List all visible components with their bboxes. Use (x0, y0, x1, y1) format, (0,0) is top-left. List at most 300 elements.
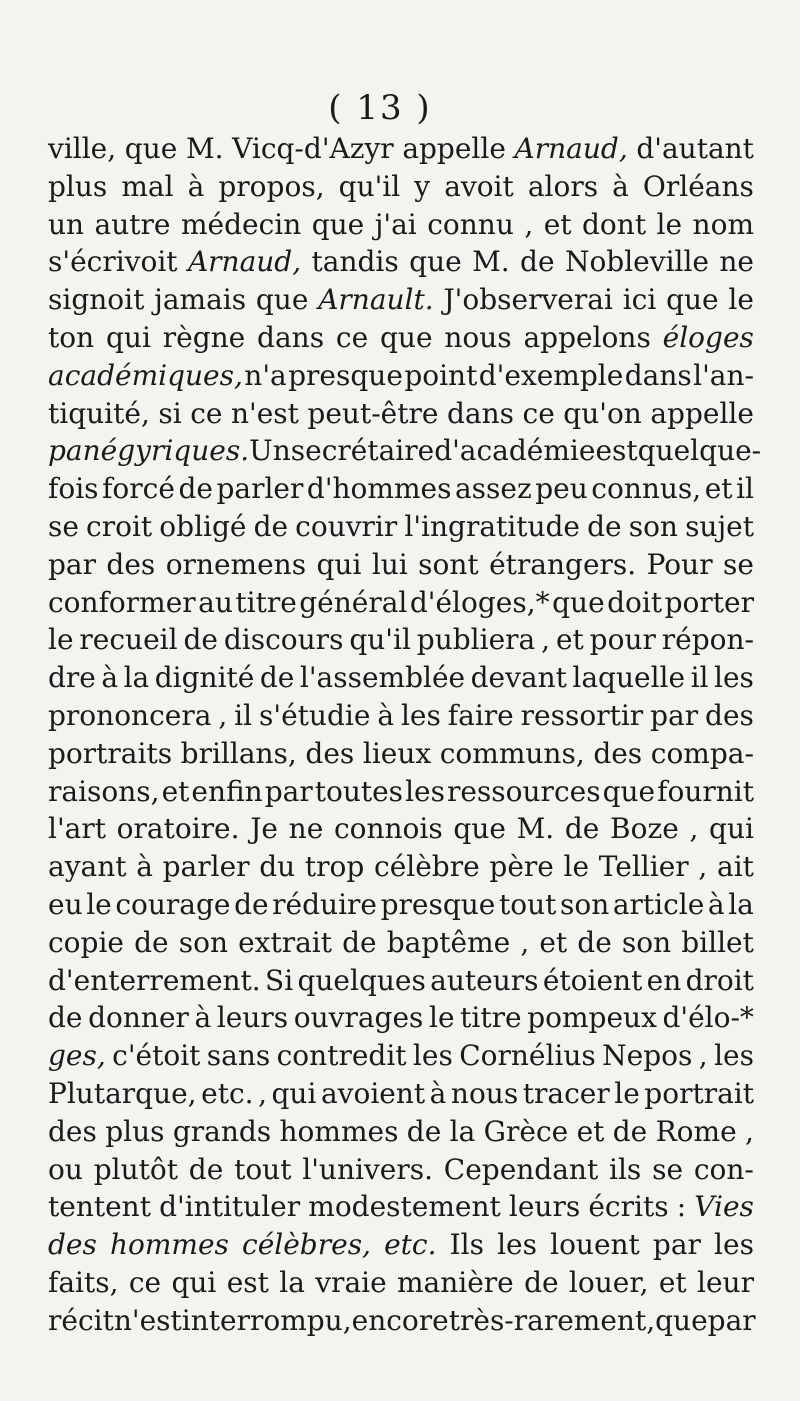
word: toutes (314, 774, 404, 808)
word: d'éloges,* (409, 585, 550, 619)
word: à (429, 1076, 447, 1110)
text-line (48, 395, 754, 433)
word: ornemens (165, 547, 307, 581)
word: Cependant (443, 1152, 599, 1186)
word: assez (454, 472, 532, 506)
word: l'assemblée (299, 661, 466, 695)
word: peut-être (307, 396, 439, 430)
word: les (412, 1039, 453, 1073)
word: ce (522, 396, 555, 430)
word: oratoire. (116, 812, 240, 846)
word: l'ingratitude (404, 509, 581, 543)
word: un (48, 207, 85, 241)
word: Ils (449, 1228, 484, 1262)
text-line (48, 1188, 754, 1226)
word: de (134, 925, 169, 959)
word: quelques (297, 963, 426, 997)
word: à (707, 887, 725, 921)
text-line (48, 319, 754, 357)
word: il (736, 472, 754, 506)
word: doit (607, 585, 663, 619)
word: les (405, 774, 445, 808)
word: la (728, 887, 754, 921)
word: est (226, 1265, 269, 1299)
word: à (377, 698, 395, 732)
word: dans (446, 396, 514, 430)
word: dre (48, 661, 96, 695)
word: dignité (154, 661, 255, 695)
word: répon- (661, 623, 754, 657)
word: nous (450, 1076, 519, 1110)
word: ici (622, 283, 657, 317)
word: et (658, 1265, 687, 1299)
word: fournit (657, 774, 754, 808)
text-line (48, 924, 754, 962)
word: les (497, 1228, 537, 1262)
word: règne (162, 320, 246, 354)
word: à (101, 661, 119, 695)
word: billet (681, 925, 754, 959)
word: se (652, 1152, 684, 1186)
word: plus (48, 169, 108, 203)
text-line (48, 810, 754, 848)
word: et (161, 774, 190, 808)
word: s'écrivoit (48, 245, 178, 279)
word: la (123, 661, 150, 695)
text-line (48, 962, 754, 1000)
word: des (305, 736, 355, 770)
word: en (646, 963, 682, 997)
word: le (86, 887, 112, 921)
word: , (698, 1039, 708, 1073)
word: fois (48, 472, 99, 506)
word: , (689, 812, 699, 846)
word: de (587, 509, 622, 543)
word: et (539, 925, 568, 959)
word: et (543, 207, 572, 241)
word: qu'on (563, 396, 642, 430)
word: c'étoit (112, 1039, 201, 1073)
word: qui (105, 320, 151, 354)
word: dans (257, 320, 325, 354)
word: etc. (201, 1076, 254, 1110)
word: leur (697, 1265, 754, 1299)
word: les (714, 1039, 754, 1073)
word: à (194, 1001, 212, 1035)
word: d'autant (636, 132, 754, 165)
word: l'an- (693, 358, 754, 392)
word: avoit (444, 169, 514, 203)
word: y (414, 169, 431, 203)
word: que (666, 283, 719, 317)
page-text (48, 130, 762, 1340)
word: son (559, 887, 610, 921)
word: très-rarement, (448, 1303, 656, 1337)
word: qui (171, 1265, 217, 1299)
word: presque (380, 887, 496, 921)
text-line (48, 281, 754, 319)
word: portrait (644, 1076, 754, 1110)
word: que (409, 245, 462, 279)
word: des (705, 698, 754, 732)
word: à (612, 169, 629, 203)
word: plutôt (93, 1152, 178, 1186)
word: , (541, 623, 551, 657)
word: Un (249, 434, 291, 468)
word: obligé (159, 509, 247, 543)
word: pour (589, 623, 656, 657)
word: parler (162, 850, 250, 884)
word: Arnault. (318, 283, 434, 317)
word: interrompu, (181, 1303, 352, 1337)
word: père (489, 850, 554, 884)
text-line (48, 773, 754, 811)
word: ce (190, 396, 223, 430)
word: connu (427, 207, 514, 241)
word: que (124, 132, 178, 165)
word: hommes (109, 1228, 229, 1262)
word: académiques, (48, 358, 243, 392)
word: Arnaud, (187, 245, 302, 279)
word: propos, (218, 169, 325, 203)
word: laquelle (572, 661, 686, 695)
word: par (264, 774, 313, 808)
text-line (48, 130, 754, 168)
word: autre (94, 207, 171, 241)
word: n'a (244, 358, 287, 392)
word: pompeux (527, 1001, 657, 1035)
word: sont (418, 547, 479, 581)
word: prononcera (48, 698, 212, 732)
word: louer, (568, 1265, 649, 1299)
word: le (656, 207, 683, 241)
word: et (555, 623, 584, 657)
word: plus (105, 1114, 165, 1148)
word: devant (470, 661, 567, 695)
word: d'élo-* (662, 1001, 754, 1035)
word: que (255, 283, 309, 317)
word: nous (444, 320, 512, 354)
word: récit (48, 1303, 114, 1337)
word: extrait (238, 925, 332, 959)
word: Boze (610, 812, 679, 846)
word: tout (498, 887, 557, 921)
word: général (299, 585, 408, 619)
word: qui (709, 812, 754, 846)
text-line (48, 848, 754, 886)
word: enfin (191, 774, 263, 808)
word: ouvrages (293, 1001, 424, 1035)
word: Nepos (602, 1039, 693, 1073)
word: grands (172, 1114, 272, 1148)
word: ressortir (520, 698, 644, 732)
word: Orléans (642, 169, 754, 203)
word: connus, (591, 472, 702, 506)
word: n'est (113, 1303, 182, 1337)
word: contredit (276, 1039, 407, 1073)
text-line (48, 1113, 754, 1151)
word: encore (351, 1303, 449, 1337)
text-line (48, 470, 754, 508)
word: dans (624, 358, 692, 392)
word: par (650, 698, 699, 732)
word: Pour (646, 547, 713, 581)
word: que (453, 812, 506, 846)
word: , (698, 850, 708, 884)
text-line (48, 584, 754, 622)
word: lui (371, 547, 408, 581)
word: titre (235, 585, 297, 619)
word: des (106, 547, 156, 581)
word: : (676, 1190, 687, 1224)
word: au (198, 585, 233, 619)
word: son (628, 509, 678, 543)
text-line (48, 1151, 754, 1189)
word: compa- (650, 736, 754, 770)
word: éloges (662, 320, 754, 354)
word: copie (48, 925, 124, 959)
word: faire (447, 698, 514, 732)
word: n'est (230, 396, 299, 430)
word: trop (304, 850, 365, 884)
word: de (342, 925, 377, 959)
word: de (577, 925, 612, 959)
word: le (614, 1076, 640, 1110)
word: se (722, 547, 754, 581)
text-line (48, 546, 754, 584)
text-line (48, 735, 754, 773)
word: s'étudie (259, 698, 371, 732)
word: louent (550, 1228, 640, 1262)
word: de (183, 623, 218, 657)
word: les (400, 698, 441, 732)
word: dont (582, 207, 647, 241)
word: ville, (48, 132, 117, 165)
word: hommes (279, 1114, 399, 1148)
word: les (713, 661, 754, 695)
word: si (158, 396, 182, 430)
word: des (593, 736, 643, 770)
word: ges, (48, 1039, 106, 1073)
word: le (429, 1001, 455, 1035)
word: est (595, 434, 638, 468)
word: Plutarque, (48, 1076, 197, 1110)
word: étoient (542, 963, 643, 997)
word: auteurs (430, 963, 539, 997)
text-line (48, 659, 754, 697)
word: des (48, 1114, 97, 1148)
text-line (48, 999, 754, 1037)
word: Arnaud, (514, 132, 628, 165)
word: de (612, 1114, 648, 1148)
word: signoit (48, 283, 145, 317)
word: son (178, 925, 228, 959)
text-line (48, 1226, 754, 1264)
word: de (406, 1114, 442, 1148)
word: d'académie (434, 434, 596, 468)
text-line (48, 1037, 754, 1075)
word: que (552, 585, 605, 619)
word: de (520, 245, 555, 279)
word: couvrir (295, 509, 398, 543)
text-line (48, 1075, 754, 1113)
word: célèbres, (242, 1228, 371, 1262)
word: , (218, 698, 228, 732)
text-line (48, 886, 754, 924)
word: ne (288, 812, 324, 846)
word: la (449, 1114, 476, 1148)
word: par (707, 1303, 756, 1337)
word: parler (216, 472, 304, 506)
word: Tellier (598, 850, 689, 884)
word: leurs (216, 1001, 289, 1035)
word: qui (316, 547, 362, 581)
text-line (48, 1302, 754, 1340)
word: recueil (79, 623, 178, 657)
word: courage (115, 887, 231, 921)
word: donner (88, 1001, 189, 1035)
word: le (728, 283, 754, 317)
word: qu'il (338, 169, 401, 203)
word: des (48, 1228, 97, 1262)
word: de (259, 661, 295, 695)
word: portraits (48, 736, 173, 770)
word: droit (685, 963, 754, 997)
word: eu (48, 887, 83, 921)
word: alors (527, 169, 599, 203)
text-line (48, 168, 754, 206)
word: par (652, 1228, 701, 1262)
text-line (48, 621, 754, 659)
word: tentent (48, 1190, 151, 1224)
word: le (563, 850, 590, 884)
word: et (704, 472, 733, 506)
word: à (136, 850, 153, 884)
word: ressources (446, 774, 601, 808)
word: avoient (320, 1076, 426, 1110)
word: ce (335, 320, 369, 354)
word: que (311, 207, 365, 241)
word: d'exemple (478, 358, 624, 392)
word: d'enterrement. (48, 963, 261, 997)
word: l'art (48, 812, 106, 846)
text-line (48, 508, 754, 546)
word: ayant (48, 850, 127, 884)
word: ne (719, 245, 754, 279)
word: de (564, 812, 600, 846)
text-line (48, 357, 754, 395)
text-line (48, 243, 754, 281)
word: que (380, 320, 433, 354)
word: porter (664, 585, 754, 619)
word: médecin (180, 207, 302, 241)
word: etc. (384, 1228, 437, 1262)
text-line (48, 697, 754, 735)
word: étrangers. (489, 547, 637, 581)
word: de (188, 1152, 224, 1186)
page-number: ( 13 ) (328, 88, 432, 128)
word: mal (121, 169, 174, 203)
word: vraie (315, 1265, 387, 1299)
word: M. (185, 132, 224, 165)
word: M. (516, 812, 555, 846)
text-line (48, 432, 762, 470)
word: discours (223, 623, 344, 657)
word: que (655, 1303, 708, 1337)
word: faits, (48, 1265, 119, 1299)
word: réduire (272, 887, 377, 921)
word: article (612, 887, 705, 921)
word: conformer (48, 585, 196, 619)
word: sans (206, 1039, 271, 1073)
text-line (48, 206, 754, 244)
word: appelle (402, 132, 506, 165)
word: les (714, 1228, 754, 1262)
word: nom (692, 207, 754, 241)
word: ton (48, 320, 95, 354)
word: , (744, 1114, 754, 1148)
word: ait (717, 850, 754, 884)
word: panégyriques. (48, 434, 250, 468)
word: Vicq-d'Azyr (232, 132, 394, 165)
word: le (48, 623, 74, 657)
word: de (48, 1001, 83, 1035)
word: Grèce (483, 1114, 569, 1148)
word: secrétaire (290, 434, 435, 468)
text-line (48, 1264, 754, 1302)
word: modestement (308, 1190, 501, 1224)
word: la (279, 1265, 305, 1299)
word: tiquité, (48, 396, 150, 430)
word: à (187, 169, 205, 203)
word: de (178, 472, 213, 506)
word: du (259, 850, 296, 884)
word: il (690, 661, 709, 695)
word: ils (609, 1152, 642, 1186)
word: par (48, 547, 97, 581)
word: quelque- (637, 434, 762, 468)
word: point (404, 358, 478, 392)
word: il (234, 698, 253, 732)
word: Je (250, 812, 278, 846)
word: M. (472, 245, 510, 279)
word: forcé (102, 472, 175, 506)
word: Nobleville (564, 245, 709, 279)
word: , (520, 925, 530, 959)
word: et (576, 1114, 605, 1148)
word: con- (693, 1152, 754, 1186)
word: communs, (439, 736, 585, 770)
word: jamais (154, 283, 247, 317)
word: , (258, 1076, 267, 1110)
word: tandis (311, 245, 399, 279)
word: presque (288, 358, 403, 392)
word: manière (396, 1265, 514, 1299)
word: appelons (523, 320, 651, 354)
word: d'intituler (159, 1190, 301, 1224)
word: de (234, 887, 269, 921)
word: son (621, 925, 672, 959)
word: j'ai (374, 207, 417, 241)
word: se (48, 509, 79, 543)
word: J'observerai (443, 283, 613, 317)
word: Vies (694, 1190, 754, 1224)
word: de (253, 509, 289, 543)
word: tracer (522, 1076, 610, 1110)
word: Si (265, 963, 294, 997)
word: qui (271, 1076, 317, 1110)
word: leurs (508, 1190, 581, 1224)
